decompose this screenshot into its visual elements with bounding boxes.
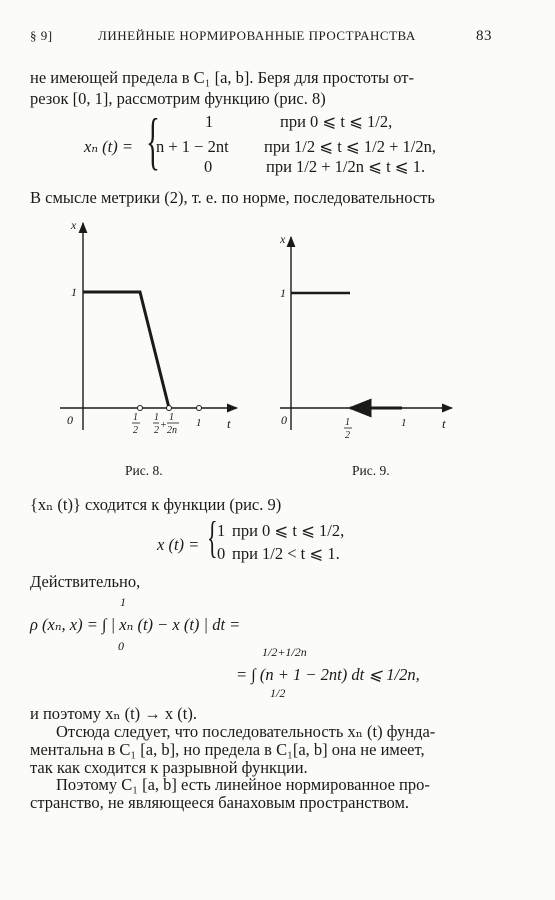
formula-case-expr: n + 1 − 2nt (156, 137, 229, 156)
fig8-tick-sum-den: 2 (154, 425, 159, 436)
fig9-tick-half-den: 2 (345, 430, 350, 441)
integral-lower-limit: 0 (118, 639, 124, 653)
formula-line: ρ (xₙ, x) = ∫ | xₙ (t) − x (t) | dt = (30, 615, 241, 634)
formula-brace: { (207, 513, 218, 562)
fig8-axis-y-label: x (71, 218, 77, 232)
formula-lhs: x (t) = (157, 535, 200, 554)
figure-8 (55, 215, 255, 445)
paragraph-line: странство, не являющееся банаховым пространством. (30, 793, 410, 812)
paragraph-line: В смысле метрики (2), т. е. по норме, последовательность (30, 188, 435, 207)
fig8-tick-mark (138, 406, 143, 411)
formula-case-cond: при 1/2 + 1/2n ⩽ t ⩽ 1. (266, 157, 426, 176)
formula-case-expr: 1 (205, 112, 214, 131)
paragraph-line: не имеющей предела в C₁ [a, b]. Беря для простоты от- (30, 68, 414, 87)
formula-case-cond: при 1/2 ⩽ t ⩽ 1/2 + 1/2n, (264, 137, 436, 156)
fig8-tick-plus: + (160, 420, 167, 431)
formula-case-expr: 0 (217, 544, 226, 563)
formula-line: = ∫ (n + 1 − 2nt) dt ⩽ 1/2n, (236, 665, 420, 684)
formula-case-cond: при 0 ⩽ t ⩽ 1/2, (280, 112, 393, 131)
paragraph-line: Действительно, (30, 572, 141, 591)
paragraph-line: ментальна в C₁ [a, b], но предела в C₁[a, b] она не имеет, (30, 740, 425, 759)
formula-lhs: xₙ (t) = (84, 137, 133, 156)
integral-upper-limit: 1 (120, 595, 126, 609)
fig9-tick-half-num: 1 (345, 417, 350, 428)
fig8-axis-x-label: t (227, 416, 231, 431)
formula-case-expr: 0 (204, 157, 213, 176)
section-number: § 9] (30, 28, 53, 43)
paragraph-line: Поэтому C₁ [a, b] есть линейное нормированное про- (56, 775, 430, 794)
formula-case-cond: при 0 ⩽ t ⩽ 1/2, (232, 521, 345, 540)
fig8-curve (83, 292, 169, 408)
fig9-axis-x-label: t (442, 416, 446, 431)
paragraph-line: и поэтому xₙ (t) → x (t). (30, 704, 197, 723)
fig8-tick-mark (167, 406, 172, 411)
paragraph-line: так как сходится к разрывной функции. (30, 758, 308, 777)
formula-brace: { (146, 105, 160, 176)
page-number: 83 (476, 28, 492, 44)
fig8-level-label: 1 (71, 285, 77, 299)
fig9-level-label: 1 (280, 286, 286, 300)
figure-8-caption: Рис. 8. (125, 463, 163, 478)
figure-9 (275, 215, 465, 445)
integral-lower-limit: 1/2 (270, 686, 286, 700)
integral-upper-limit: 1/2+1/2n (262, 645, 307, 659)
paragraph-line: резок [0, 1], рассмотрим функцию (рис. 8) (30, 89, 326, 108)
running-title: ЛИНЕЙНЫЕ НОРМИРОВАННЫЕ ПРОСТРАНСТВА (98, 28, 416, 43)
fig8-tick-one: 1 (196, 417, 202, 429)
fig8-tick-half-num: 1 (133, 412, 138, 423)
fig8-tick-n-den: 2n (167, 425, 177, 436)
fig8-tick-half-den: 2 (133, 425, 138, 436)
fig9-tick-one: 1 (401, 417, 407, 429)
fig8-tick-mark (197, 406, 202, 411)
formula-case-cond: при 1/2 < t ⩽ 1. (232, 544, 340, 563)
fig8-tick-n-num: 1 (169, 412, 174, 423)
fig9-axis-y-label: x (280, 232, 286, 246)
formula-case-expr: 1 (217, 521, 226, 540)
paragraph-line: Отсюда следует, что последовательность xₙ (t) фунда- (56, 722, 436, 741)
figure-9-caption: Рис. 9. (352, 463, 390, 478)
fig9-origin-label: 0 (281, 413, 287, 427)
paragraph-line: {xₙ (t)} сходится к функции (рис. 9) (30, 495, 282, 514)
fig8-tick-sum-num: 1 (154, 412, 159, 423)
fig8-origin-label: 0 (67, 413, 73, 427)
